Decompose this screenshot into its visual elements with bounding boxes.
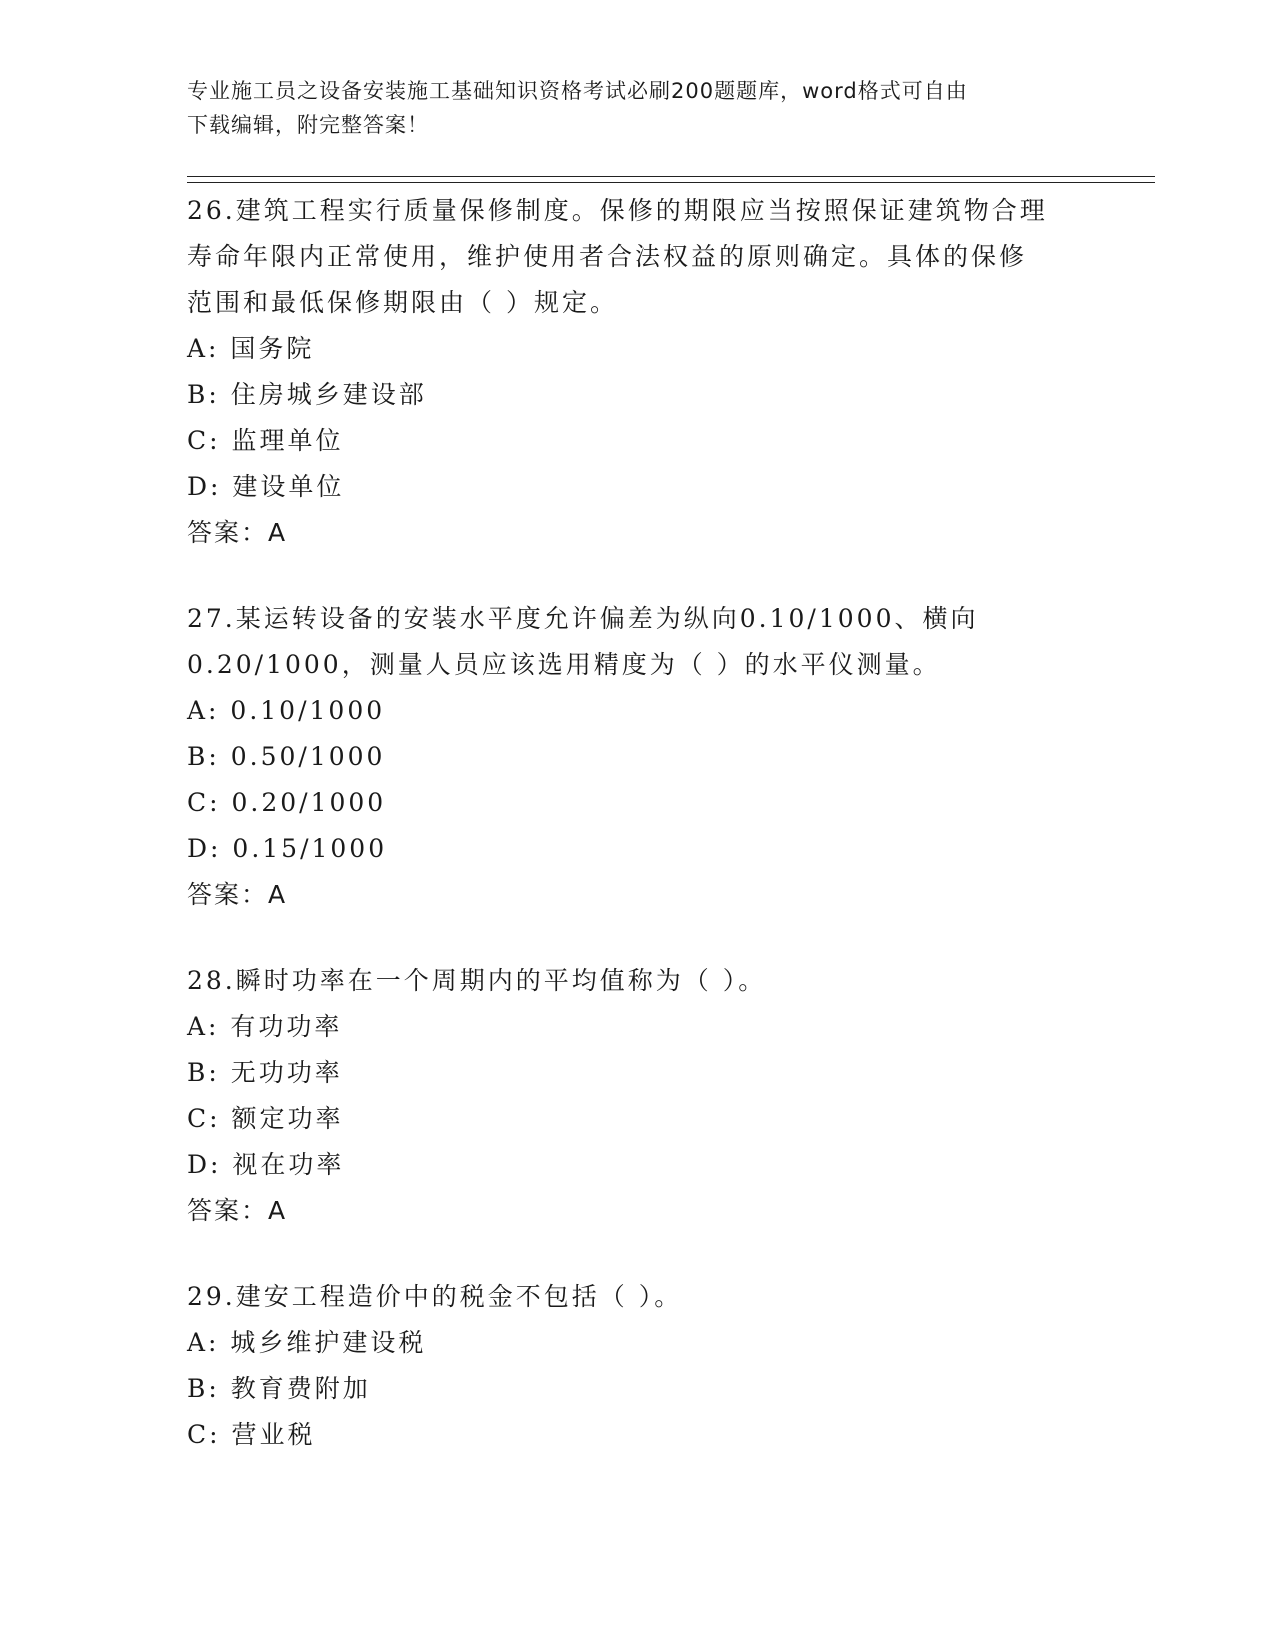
option-a: A: 0.10/1000 — [187, 696, 386, 725]
question-29 — [187, 1274, 1107, 1458]
question-stem-line: 29.建安工程造价中的税金不包括（ ）。 — [187, 1282, 683, 1311]
option-b: B: 无功功率 — [187, 1058, 343, 1087]
option-a: A: 有功功率 — [187, 1012, 343, 1041]
option-a: A: 城乡维护建设税 — [187, 1328, 427, 1357]
answer-line: 答案：A — [187, 880, 288, 909]
answer-line: 答案：A — [187, 1196, 288, 1225]
question-stem-line: 28.瞬时功率在一个周期内的平均值称为（ ）。 — [187, 966, 767, 995]
question-26 — [187, 188, 1107, 556]
option-b: B: 教育费附加 — [187, 1374, 371, 1403]
option-c: C: 营业税 — [187, 1420, 316, 1449]
option-b: B: 住房城乡建设部 — [187, 380, 427, 409]
question-list — [187, 188, 1107, 1498]
header-note-line: 专业施工员之设备安装施工基础知识资格考试必刷200题题库，word格式可自由 — [187, 79, 968, 103]
option-c: C: 0.20/1000 — [187, 788, 387, 817]
option-b: B: 0.50/1000 — [187, 742, 386, 771]
option-c: C: 监理单位 — [187, 426, 344, 455]
answer-line: 答案：A — [187, 518, 288, 547]
option-a: A: 国务院 — [187, 334, 315, 363]
question-28 — [187, 958, 1107, 1234]
header-note — [187, 74, 1067, 142]
option-c: C: 额定功率 — [187, 1104, 344, 1133]
option-d: D: 视在功率 — [187, 1150, 345, 1179]
question-stem-line: 范围和最低保修期限由（ ）规定。 — [187, 288, 618, 317]
question-stem-line: 寿命年限内正常使用，维护使用者合法权益的原则确定。具体的保修 — [187, 242, 1028, 271]
question-stem-line: 27.某运转设备的安装水平度允许偏差为纵向0.10/1000、横向 — [187, 604, 979, 633]
question-27 — [187, 596, 1107, 918]
option-d: D: 0.15/1000 — [187, 834, 388, 863]
header-divider — [187, 182, 1155, 183]
option-d: D: 建设单位 — [187, 472, 345, 501]
header-divider — [187, 176, 1155, 177]
question-stem-line: 26.建筑工程实行质量保修制度。保修的期限应当按照保证建筑物合理 — [187, 196, 1048, 225]
header-note-line: 下载编辑，附完整答案！ — [187, 113, 429, 137]
question-stem-line: 0.20/1000，测量人员应该选用精度为（ ）的水平仪测量。 — [187, 650, 941, 679]
